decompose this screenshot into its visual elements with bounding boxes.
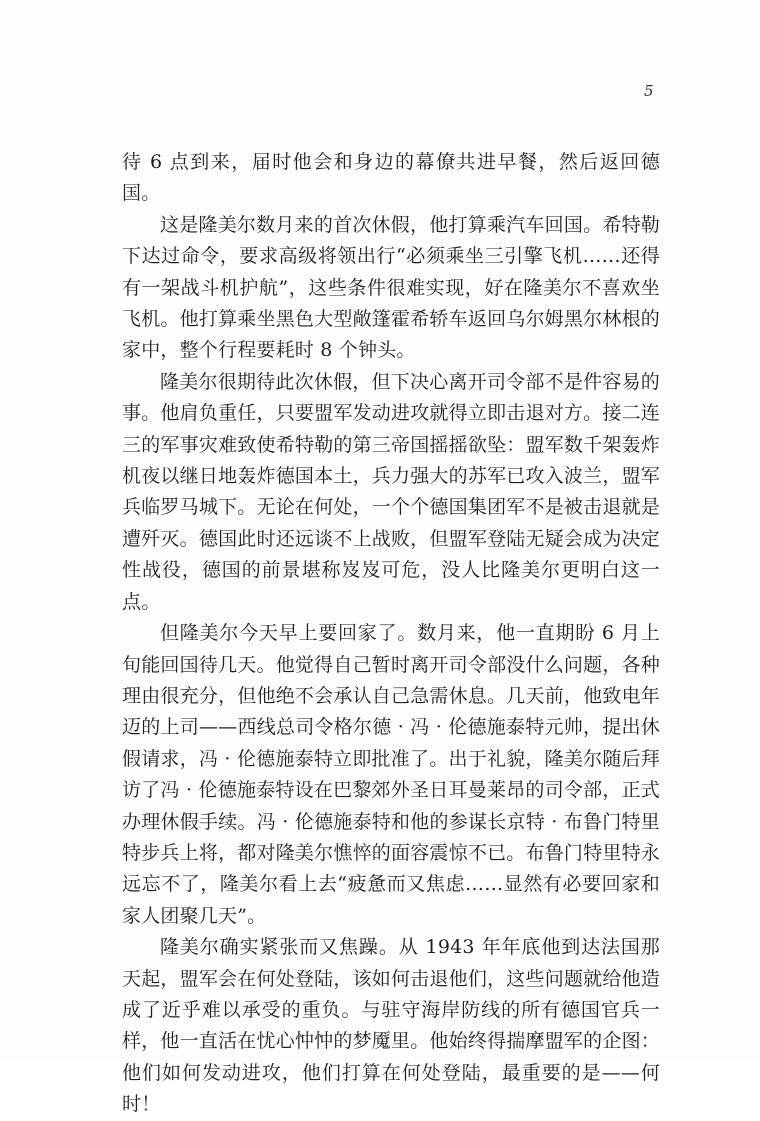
paragraph: 但隆美尔今天早上要回家了。数月来，他一直期盼 6 月上旬能回国待几天。他觉得自己暂时离开司令部没什么问题，各种理由很充分，但他绝不会承认自己急需休息。几天前，他致电年迈的上司——西线总司令格尔德 · 冯 · 伦德施泰特元帅，提出休假请求，冯 · 伦德施泰特立即批准了。出于礼貌，隆美尔随后拜访了冯 · 伦德施泰特设在巴黎郊外圣日耳曼莱昂的司令部，正式办理休假手续。冯 · 伦德施泰特和他的参谋长京特 · 布鲁门特里特步兵上将，都对隆美尔憔悴的面容震惊不已。布鲁门特里特永远忘不了，隆美尔看上去“疲惫而又焦虑……显然有必要回家和家人团聚几天”。 bbox=[122, 622, 660, 927]
paragraph: 隆美尔很期待此次休假，但下决心离开司令部不是件容易的事。他肩负重任，只要盟军发动进攻就得立即击退对方。接二连三的军事灾难致使希特勒的第三帝国摇摇欲坠：盟军数千架轰炸机夜以继日地轰炸德国本土，兵力强大的苏军已攻入波兰，盟军兵临罗马城下。无论在何处，一个个德国集团军不是被击退就是遭歼灭。德国此时还远谈不上战败，但盟军登陆无疑会成为决定性战役，德国的前景堪称岌岌可危，没人比隆美尔更明白这一点。 bbox=[122, 370, 660, 613]
paragraph: 隆美尔确实紧张而又焦躁。从 1943 年年底他到达法国那天起，盟军会在何处登陆，该如何击退他们，这些问题就给他造成了近乎难以承受的重负。与驻守海岸防线的所有德国官兵一样，他一直活在忧心忡忡的梦魇里。他始终得揣摩盟军的企图：他们如何发动进攻，他们打算在何处登陆，最重要的是——何时！ bbox=[122, 936, 660, 1116]
paragraph: 这是隆美尔数月来的首次休假，他打算乘汽车回国。希特勒下达过命令，要求高级将领出行“必须乘坐三引擎飞机……还得有一架战斗机护航”，这些条件很难实现，好在隆美尔不喜欢坐飞机。他打算乘坐黑色大型敞篷霍希轿车返回乌尔姆黑尔林根的家中，整个行程要耗时 8 个钟头。 bbox=[122, 213, 660, 362]
page-number: 5 bbox=[644, 82, 654, 100]
body-text bbox=[122, 147, 660, 1121]
paragraph-continuation: 待 6 点到来，届时他会和身边的幕僚共进早餐，然后返回德国。 bbox=[122, 151, 660, 205]
